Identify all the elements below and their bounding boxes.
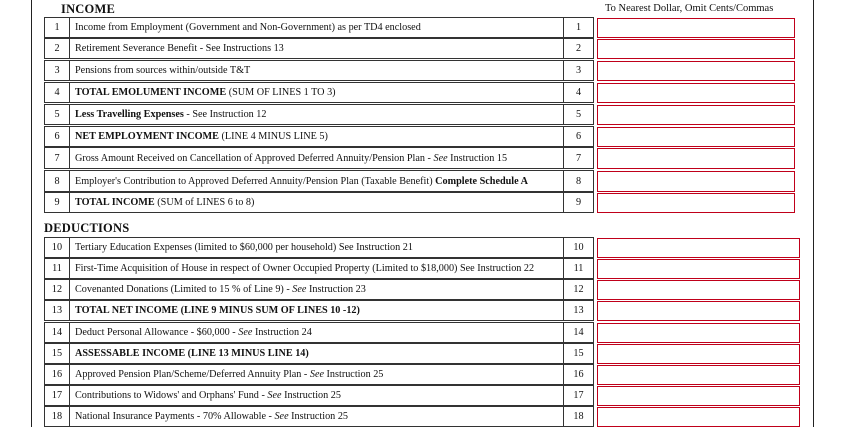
- line-13-row: [44, 300, 594, 321]
- line-description: [75, 280, 563, 299]
- description-text: Income from Employment (Government and Non-Government) as per TD4 enclosed: [75, 22, 421, 33]
- description-text: (SUM of LINES 6 to 8): [157, 197, 255, 208]
- line-11-row: [44, 258, 594, 279]
- description-text: Contributions to Widows' and Orphans' Fund -: [75, 390, 268, 401]
- line-7-row: [44, 147, 594, 169]
- line-description: [75, 407, 563, 426]
- description-text: Retirement Severance Benefit - See Instructions 13: [75, 43, 284, 54]
- amount-field-line-16[interactable]: [597, 365, 800, 385]
- line-reference: 4: [563, 83, 593, 102]
- line-16-row: [44, 364, 594, 385]
- line-number: 5: [45, 105, 70, 124]
- line-description: [75, 127, 563, 146]
- line-number: 11: [45, 259, 70, 278]
- line-description: [75, 193, 563, 212]
- line-number: 15: [45, 344, 70, 363]
- form-right-border: [813, 0, 814, 427]
- line-number: 9: [45, 193, 70, 212]
- line-reference: 15: [563, 344, 593, 363]
- line-number: 4: [45, 83, 70, 102]
- line-description: [75, 238, 563, 257]
- description-text: See: [292, 284, 307, 295]
- description-text: Instruction 25: [323, 369, 384, 380]
- line-description: [75, 171, 563, 191]
- line-number: 6: [45, 127, 70, 146]
- line-reference: 7: [563, 148, 593, 168]
- amount-field-line-4[interactable]: [597, 83, 795, 103]
- line-reference: 12: [563, 280, 593, 299]
- line-reference: 6: [563, 127, 593, 146]
- amount-field-line-3[interactable]: [597, 61, 795, 81]
- line-number: 1: [45, 18, 70, 37]
- line-17-row: [44, 385, 594, 406]
- line-number: 2: [45, 39, 70, 58]
- amount-field-line-7[interactable]: [597, 148, 795, 169]
- line-reference: 2: [563, 39, 593, 58]
- description-text: Gross Amount Received on Cancellation of Approved Deferred Annuity/Pension Plan -: [75, 152, 434, 164]
- line-description: [75, 148, 563, 168]
- line-15-row: [44, 343, 594, 364]
- amount-field-line-13[interactable]: [597, 301, 800, 321]
- description-text: Less Travelling Expenses: [75, 109, 184, 120]
- line-14-row: [44, 322, 594, 343]
- description-text: Instruction 23: [306, 284, 366, 295]
- line-12-row: [44, 279, 594, 300]
- description-text: Pensions from sources within/outside T&T: [75, 65, 251, 76]
- line-reference: 3: [563, 61, 593, 80]
- description-text: See: [238, 327, 253, 338]
- amount-field-line-18[interactable]: [597, 407, 800, 427]
- amount-field-line-17[interactable]: [597, 386, 800, 406]
- amount-field-line-1[interactable]: [597, 18, 795, 38]
- line-reference: 18: [563, 407, 593, 426]
- description-text: See: [274, 411, 289, 422]
- description-text: Instruction 15: [447, 152, 508, 164]
- line-description: [75, 365, 563, 384]
- line-3-row: [44, 60, 594, 81]
- line-18-row: [44, 406, 594, 427]
- line-number: 12: [45, 280, 70, 299]
- description-text: Tertiary Education Expenses (limited to $60,000 per household) See Instruction 21: [75, 242, 413, 253]
- line-number: 8: [45, 171, 70, 191]
- line-reference: 8: [563, 171, 593, 191]
- description-text: Complete Schedule A: [435, 175, 528, 187]
- line-description: [75, 39, 563, 58]
- description-text: First-Time Acquisition of House in respect of Owner Occupied Property (Limited to $18,000) See Instruction 22: [75, 263, 535, 274]
- description-text: NET EMPLOYMENT INCOME: [75, 131, 222, 142]
- description-text: National Insurance Payments - 70% Allowable -: [75, 411, 275, 422]
- line-description: [75, 83, 563, 102]
- line-reference: 1: [563, 18, 593, 37]
- description-text: TOTAL NET INCOME (LINE 9 MINUS SUM OF LINES 10 -12): [75, 305, 360, 316]
- amount-field-line-14[interactable]: [597, 323, 800, 343]
- line-description: [75, 386, 563, 405]
- line-number: 18: [45, 407, 70, 426]
- description-text: Deduct Personal Allowance - $60,000 -: [75, 327, 239, 338]
- line-reference: 16: [563, 365, 593, 384]
- line-description: [75, 344, 563, 363]
- line-10-row: [44, 237, 594, 258]
- line-number: 17: [45, 386, 70, 405]
- line-8-row: [44, 170, 594, 192]
- description-text: See: [433, 152, 448, 164]
- line-reference: 11: [563, 259, 593, 278]
- line-description: [75, 323, 563, 342]
- description-text: Approved Pension Plan/Scheme/Deferred Annuity Plan -: [75, 369, 310, 380]
- amount-field-line-8[interactable]: [597, 171, 795, 192]
- description-text: TOTAL EMOLUMENT INCOME: [75, 87, 229, 98]
- description-text: Employer's Contribution to Approved Deferred Annuity/Pension Plan (Taxable Benefit): [75, 175, 436, 187]
- line-description: [75, 301, 563, 320]
- line-reference: 13: [563, 301, 593, 320]
- amount-field-line-10[interactable]: [597, 238, 800, 258]
- amount-field-line-6[interactable]: [597, 127, 795, 147]
- line-5-row: [44, 104, 594, 125]
- line-number: 14: [45, 323, 70, 342]
- description-text: Covenanted Donations (Limited to 15 % of Line 9) -: [75, 284, 293, 295]
- line-description: [75, 61, 563, 80]
- amount-field-line-5[interactable]: [597, 105, 795, 125]
- line-number: 13: [45, 301, 70, 320]
- description-text: (SUM OF LINES 1 TO 3): [228, 87, 336, 98]
- line-number: 3: [45, 61, 70, 80]
- income-heading: INCOME: [61, 2, 115, 16]
- description-text: Instruction 25: [281, 390, 341, 401]
- description-text: (LINE 4 MINUS LINE 5): [221, 131, 328, 142]
- description-text: - See Instruction 12: [183, 109, 267, 120]
- description-text: Instruction 25: [288, 411, 349, 422]
- line-4-row: [44, 82, 594, 103]
- line-reference: 10: [563, 238, 593, 257]
- form-left-border: [31, 0, 32, 427]
- amount-field-line-2[interactable]: [597, 39, 795, 59]
- line-9-row: [44, 192, 594, 213]
- line-2-row: [44, 38, 594, 59]
- line-description: [75, 105, 563, 124]
- line-6-row: [44, 126, 594, 147]
- rounding-note: To Nearest Dollar, Omit Cents/Commas: [605, 3, 774, 14]
- line-number: 10: [45, 238, 70, 257]
- amount-field-line-9[interactable]: [597, 193, 795, 213]
- line-number: 7: [45, 148, 70, 168]
- amount-field-line-15[interactable]: [597, 344, 800, 364]
- deductions-heading: DEDUCTIONS: [44, 221, 130, 235]
- amount-field-line-11[interactable]: [597, 259, 800, 279]
- line-reference: 14: [563, 323, 593, 342]
- description-text: See: [309, 369, 324, 380]
- description-text: Instruction 24: [252, 327, 312, 338]
- line-number: 16: [45, 365, 70, 384]
- description-text: See: [267, 390, 282, 401]
- description-text: TOTAL INCOME: [75, 197, 158, 208]
- description-text: ASSESSABLE INCOME (LINE 13 MINUS LINE 14): [75, 348, 309, 359]
- line-description: [75, 18, 563, 37]
- line-description: [75, 259, 563, 278]
- amount-field-line-12[interactable]: [597, 280, 800, 300]
- line-reference: 9: [563, 193, 593, 212]
- line-1-row: [44, 17, 594, 38]
- line-reference: 17: [563, 386, 593, 405]
- line-reference: 5: [563, 105, 593, 124]
